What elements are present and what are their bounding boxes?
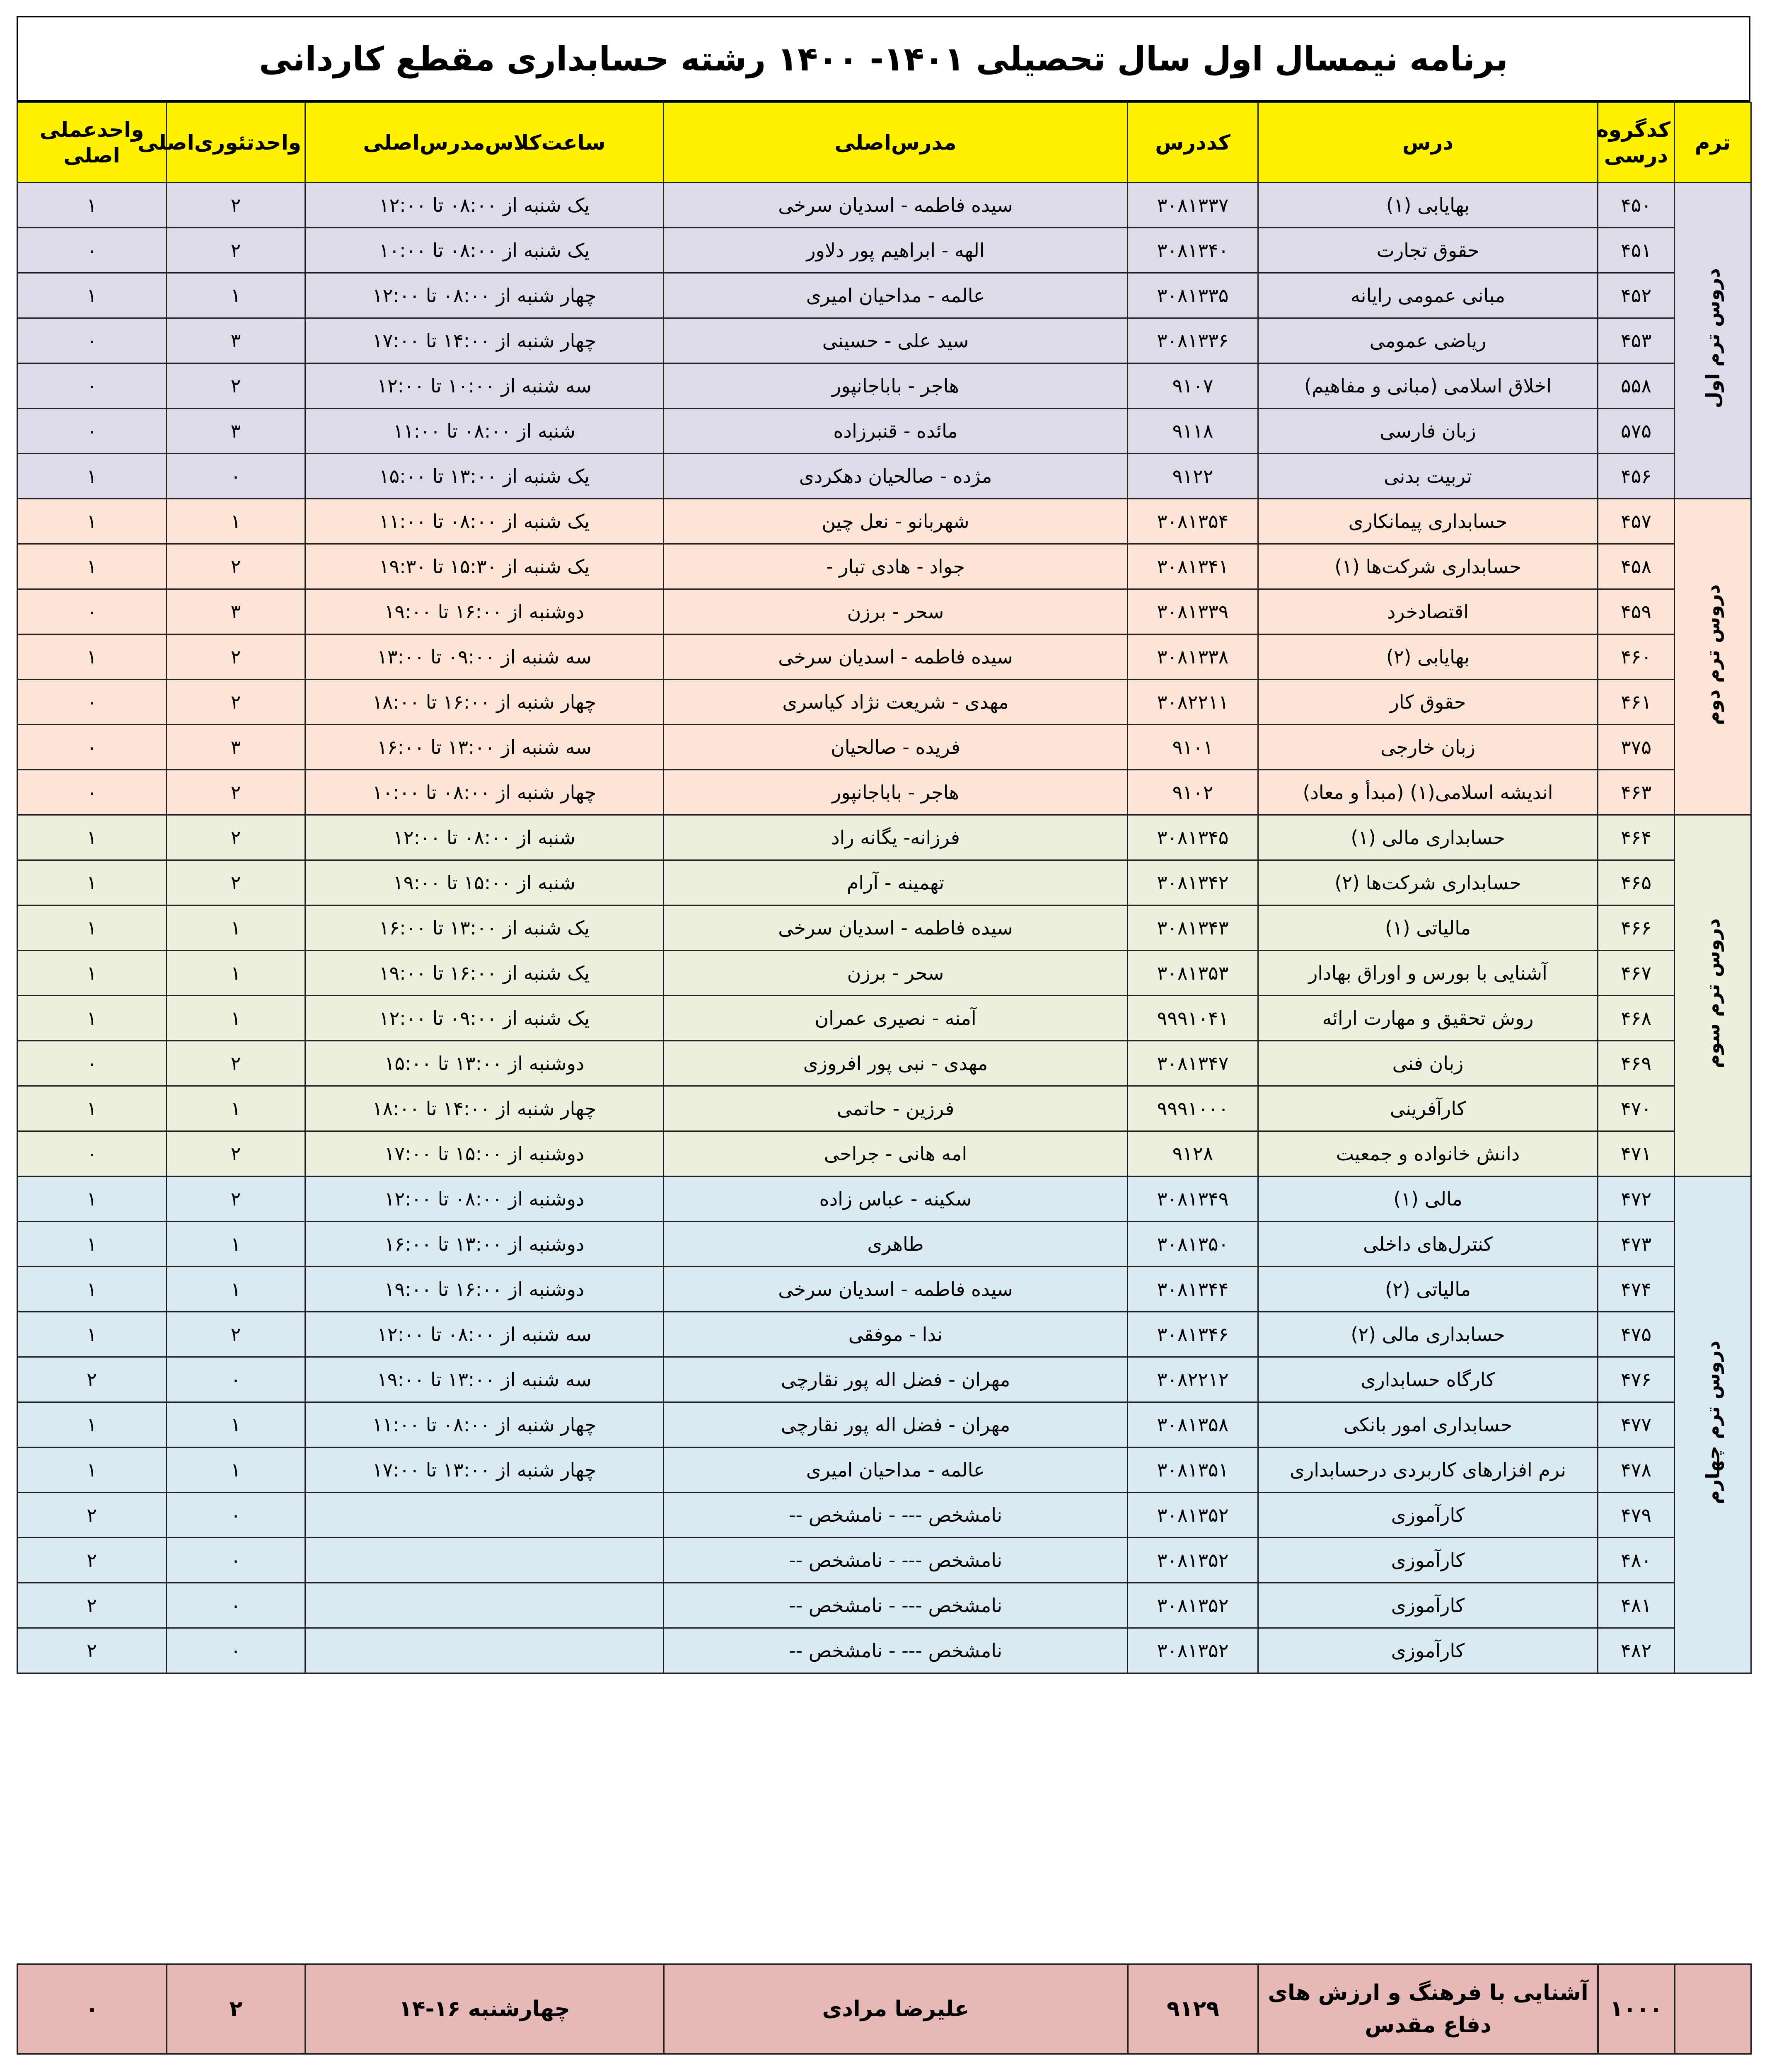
cell-theory: ۲ [167,363,305,409]
cell-teacher: الهه - ابراهیم پور دلاور [664,228,1128,273]
cell-course: اقتصادخرد [1258,589,1598,634]
cell-practical: ۱ [17,1086,167,1131]
cell-code: ۳۰۸۱۳۴۶ [1128,1312,1258,1357]
schedule-sheet [17,16,1750,1674]
cell-course: اخلاق اسلامی (مبانی و مفاهیم) [1258,363,1598,409]
table-row [17,770,1751,815]
cell-time: دوشنبه از ۱۶:۰۰ تا ۱۹:۰۰ [305,1267,664,1312]
cell-code: ۳۰۸۱۳۴۵ [1128,815,1258,860]
table-row [17,815,1751,860]
table-row [17,228,1751,273]
table-row [17,680,1751,725]
cell-time: دوشنبه از ۱۳:۰۰ تا ۱۵:۰۰ [305,1041,664,1086]
header-practical: واحدعملی اصلی [17,103,167,183]
cell-code: ۳۰۸۱۳۵۴ [1128,499,1258,544]
table-row [17,1086,1751,1131]
table-row [17,499,1751,544]
cell-group: ۴۵۳ [1598,318,1675,363]
cell-code: ۹۱۰۲ [1128,770,1258,815]
table-row [17,725,1751,770]
table-row [17,1312,1751,1357]
cell-time: دوشنبه از ۰۸:۰۰ تا ۱۲:۰۰ [305,1176,664,1222]
extra-course-row [17,1964,1751,2054]
cell-teacher: جواد - هادی تبار - [664,544,1128,589]
cell-theory: ۰ [167,454,305,499]
cell-theory: ۰ [167,1357,305,1402]
cell-course: بهایابی (۲) [1258,634,1598,680]
cell-practical: ۲ [17,1538,167,1583]
cell-theory: ۲ [167,860,305,905]
cell-group: ۴۷۲ [1598,1176,1675,1222]
cell-teacher: سیده فاطمه - اسدیان سرخی [664,183,1128,228]
cell-teacher: مائده - قنبرزاده [664,409,1128,454]
cell-time [305,1493,664,1538]
cell-practical: ۲ [17,1493,167,1538]
cell-time: چهار شنبه از ۱۳:۰۰ تا ۱۷:۰۰ [305,1447,664,1493]
cell-practical: ۱ [17,860,167,905]
cell-theory: ۱ [167,951,305,996]
cell-code: ۳۰۸۱۳۵۲ [1128,1493,1258,1538]
table-row [17,363,1751,409]
cell-teacher: نامشخص --- - نامشخص -- [664,1583,1128,1628]
cell-teacher: سید علی - حسینی [664,318,1128,363]
cell-theory: ۲ [167,770,305,815]
cell-code: ۳۰۸۲۲۱۲ [1128,1357,1258,1402]
cell-group: ۴۵۹ [1598,589,1675,634]
cell-theory: ۲ [167,183,305,228]
cell-course: بهایابی (۱) [1258,183,1598,228]
cell-theory: ۱ [167,996,305,1041]
table-row [17,1538,1751,1583]
cell-code: ۹۱۱۸ [1128,409,1258,454]
cell-practical: ۱ [17,1222,167,1267]
table-row [17,1493,1751,1538]
cell-course: کارآموزی [1258,1583,1598,1628]
cell-teacher: شهربانو - نعل چین [664,499,1128,544]
cell-teacher: مهران - فضل اله پور نقارچی [664,1357,1128,1402]
cell-time [305,1583,664,1628]
cell-group: ۴۵۱ [1598,228,1675,273]
table-row [17,318,1751,363]
cell-teacher: سیده فاطمه - اسدیان سرخی [664,634,1128,680]
cell-practical: ۱ [17,1312,167,1357]
cell-time: یک شنبه از ۰۸:۰۰ تا ۱۲:۰۰ [305,183,664,228]
table-row [17,634,1751,680]
cell-group: ۴۵۰ [1598,183,1675,228]
table-row [17,905,1751,951]
cell-course: کارآموزی [1258,1628,1598,1673]
cell-code: ۹۱۲۲ [1128,454,1258,499]
cell-time: سه شنبه از ۰۸:۰۰ تا ۱۲:۰۰ [305,1312,664,1357]
cell-code: ۹۱۰۱ [1128,725,1258,770]
cell-course: حسابداری مالی (۲) [1258,1312,1598,1357]
term-label: دروس ترم دوم [1702,584,1724,725]
cell-group: ۳۷۵ [1598,725,1675,770]
cell-time: سه شنبه از ۱۳:۰۰ تا ۱۹:۰۰ [305,1357,664,1402]
header-teacher: مدرس‌اصلی [664,103,1128,183]
schedule-table [17,102,1752,1674]
cell-theory: ۰ [167,1583,305,1628]
cell-code: ۳۰۸۱۳۴۱ [1128,544,1258,589]
cell-teacher: هاجر - باباجانپور [664,770,1128,815]
table-row [17,1041,1751,1086]
cell-theory: ۲ [167,815,305,860]
term-label: دروس ترم چهارم [1702,1341,1724,1504]
cell-group: ۴۶۳ [1598,770,1675,815]
table-row [17,1402,1751,1447]
term-label-cell [1675,183,1751,499]
cell-group: ۴۵۲ [1598,273,1675,318]
cell-group: ۴۶۰ [1598,634,1675,680]
cell-code: ۹۹۹۱۰۴۱ [1128,996,1258,1041]
term-label: دروس ترم سوم [1702,918,1724,1068]
extra-blank-cell [1675,1964,1751,2054]
cell-practical: ۱ [17,815,167,860]
cell-theory: ۲ [167,680,305,725]
table-row [17,1267,1751,1312]
cell-course: مالی (۱) [1258,1176,1598,1222]
header-group: کدگروه درسی [1598,103,1675,183]
cell-course: اندیشه اسلامی(۱) (مبدأ و معاد) [1258,770,1598,815]
cell-theory: ۱ [167,1267,305,1312]
extra-course-table [17,1963,1752,2055]
cell-group: ۴۵۶ [1598,454,1675,499]
header-theory: واحدتئوری‌اصلی [167,103,305,183]
cell-theory: ۱ [167,499,305,544]
cell-time: چهار شنبه از ۱۶:۰۰ تا ۱۸:۰۰ [305,680,664,725]
cell-code: ۹۱۰۷ [1128,363,1258,409]
table-row [17,1628,1751,1673]
cell-group: ۴۶۹ [1598,1041,1675,1086]
cell-group: ۴۷۵ [1598,1312,1675,1357]
cell-teacher: مهران - فضل اله پور نقارچی [664,1402,1128,1447]
cell-teacher: نامشخص --- - نامشخص -- [664,1493,1128,1538]
cell-course: آشنایی با بورس و اوراق بهادار [1258,951,1598,996]
cell-teacher: امه هانی - جراحی [664,1131,1128,1176]
cell-group: ۴۷۷ [1598,1402,1675,1447]
cell-course: کارآفرینی [1258,1086,1598,1131]
cell-theory: ۰ [167,1538,305,1583]
cell-practical: ۲ [17,1628,167,1673]
cell-teacher: تهمینه - آرام [664,860,1128,905]
cell-course: زبان فارسی [1258,409,1598,454]
term-label-cell [1675,499,1751,815]
cell-time: دوشنبه از ۱۳:۰۰ تا ۱۶:۰۰ [305,1222,664,1267]
cell-teacher: نامشخص --- - نامشخص -- [664,1538,1128,1583]
cell-code: ۳۰۸۱۳۳۶ [1128,318,1258,363]
cell-practical: ۱ [17,1176,167,1222]
cell-course: حسابداری امور بانکی [1258,1402,1598,1447]
cell-practical: ۱ [17,544,167,589]
cell-practical: ۱ [17,183,167,228]
cell-time: چهار شنبه از ۰۸:۰۰ تا ۱۲:۰۰ [305,273,664,318]
cell-practical: ۱ [17,996,167,1041]
cell-group: ۴۶۵ [1598,860,1675,905]
cell-teacher: سیده فاطمه - اسدیان سرخی [664,1267,1128,1312]
cell-theory: ۱ [167,1447,305,1493]
cell-theory: ۱ [167,1402,305,1447]
cell-teacher: آمنه - نصیری عمران [664,996,1128,1041]
cell-teacher: مهدی - شریعت نژاد کیاسری [664,680,1128,725]
cell-practical: ۲ [17,1357,167,1402]
cell-group: ۵۷۵ [1598,409,1675,454]
cell-group: ۵۵۸ [1598,363,1675,409]
cell-theory: ۲ [167,544,305,589]
cell-teacher: عالمه - مداحیان امیری [664,1447,1128,1493]
cell-course: زبان خارجی [1258,725,1598,770]
cell-time: چهار شنبه از ۱۴:۰۰ تا ۱۸:۰۰ [305,1086,664,1131]
cell-time: سه شنبه از ۰۹:۰۰ تا ۱۳:۰۰ [305,634,664,680]
cell-time: چهار شنبه از ۰۸:۰۰ تا ۱۱:۰۰ [305,1402,664,1447]
cell-practical: ۰ [17,228,167,273]
cell-teacher: سحر - برزن [664,589,1128,634]
extra-practical: ۰ [17,1964,167,2054]
cell-group: ۴۶۶ [1598,905,1675,951]
cell-course: کارآموزی [1258,1538,1598,1583]
schedule-body [17,183,1751,1673]
cell-code: ۳۰۸۱۳۴۳ [1128,905,1258,951]
term-label-cell [1675,815,1751,1176]
table-row [17,589,1751,634]
cell-theory: ۱ [167,1086,305,1131]
cell-code: ۳۰۸۱۳۴۲ [1128,860,1258,905]
cell-teacher: سکینه - عباس زاده [664,1176,1128,1222]
table-row [17,1357,1751,1402]
cell-time: دوشنبه از ۱۶:۰۰ تا ۱۹:۰۰ [305,589,664,634]
cell-code: ۳۰۸۱۳۵۲ [1128,1583,1258,1628]
cell-code: ۹۹۹۱۰۰۰ [1128,1086,1258,1131]
cell-theory: ۲ [167,1312,305,1357]
cell-practical: ۱ [17,1447,167,1493]
cell-teacher: نامشخص --- - نامشخص -- [664,1628,1128,1673]
table-row [17,544,1751,589]
header-code: کددرس [1128,103,1258,183]
cell-theory: ۳ [167,725,305,770]
cell-practical: ۰ [17,589,167,634]
cell-time [305,1538,664,1583]
header-term: ترم [1675,103,1751,183]
cell-code: ۳۰۸۱۳۴۹ [1128,1176,1258,1222]
cell-time: چهار شنبه از ۱۴:۰۰ تا ۱۷:۰۰ [305,318,664,363]
cell-time [305,1628,664,1673]
cell-group: ۴۷۶ [1598,1357,1675,1402]
table-row [17,454,1751,499]
cell-course: نرم افزارهای کاربردی درحسابداری [1258,1447,1598,1493]
cell-practical: ۰ [17,1041,167,1086]
cell-course: روش تحقیق و مهارت ارائه [1258,996,1598,1041]
cell-group: ۴۷۹ [1598,1493,1675,1538]
cell-practical: ۱ [17,454,167,499]
cell-time: دوشنبه از ۱۵:۰۰ تا ۱۷:۰۰ [305,1131,664,1176]
cell-course: حقوق کار [1258,680,1598,725]
cell-group: ۴۷۴ [1598,1267,1675,1312]
cell-teacher: فریده - صالحیان [664,725,1128,770]
cell-practical: ۰ [17,318,167,363]
page-title: برنامه نیمسال اول سال تحصیلی ۱۴۰۱- ۱۴۰۰ رشته حسابداری مقطع کاردانی [17,16,1750,102]
cell-theory: ۰ [167,1493,305,1538]
cell-code: ۳۰۸۱۳۵۲ [1128,1538,1258,1583]
extra-code: ۹۱۲۹ [1128,1964,1258,2054]
extra-course: آشنایی با فرهنگ و ارزش های دفاع مقدس [1258,1964,1598,2054]
cell-practical: ۰ [17,363,167,409]
cell-code: ۳۰۸۱۳۳۸ [1128,634,1258,680]
extra-teacher: علیرضا مرادی [664,1964,1128,2054]
cell-theory: ۱ [167,905,305,951]
cell-teacher: مهدی - نبی پور افروزی [664,1041,1128,1086]
cell-code: ۳۰۸۱۳۵۰ [1128,1222,1258,1267]
cell-teacher: فرزانه- یگانه راد [664,815,1128,860]
cell-time: یک شنبه از ۱۳:۰۰ تا ۱۵:۰۰ [305,454,664,499]
cell-teacher: فرزین - حاتمی [664,1086,1128,1131]
cell-teacher: سیده فاطمه - اسدیان سرخی [664,905,1128,951]
cell-code: ۳۰۸۱۳۵۸ [1128,1402,1258,1447]
cell-group: ۴۷۰ [1598,1086,1675,1131]
table-row [17,409,1751,454]
cell-theory: ۱ [167,1222,305,1267]
cell-practical: ۰ [17,725,167,770]
cell-theory: ۲ [167,634,305,680]
cell-group: ۴۸۲ [1598,1628,1675,1673]
cell-teacher: هاجر - باباجانپور [664,363,1128,409]
cell-course: مبانی عمومی رایانه [1258,273,1598,318]
cell-group: ۴۶۸ [1598,996,1675,1041]
cell-course: حسابداری پیمانکاری [1258,499,1598,544]
cell-code: ۳۰۸۱۳۴۷ [1128,1041,1258,1086]
table-row [17,996,1751,1041]
cell-code: ۳۰۸۱۳۵۲ [1128,1628,1258,1673]
cell-course: زبان فنی [1258,1041,1598,1086]
table-row [17,1583,1751,1628]
cell-practical: ۱ [17,634,167,680]
cell-practical: ۰ [17,680,167,725]
cell-time: یک شنبه از ۱۳:۰۰ تا ۱۶:۰۰ [305,905,664,951]
cell-course: مالیاتی (۲) [1258,1267,1598,1312]
cell-group: ۴۷۸ [1598,1447,1675,1493]
table-row [17,273,1751,318]
cell-practical: ۱ [17,951,167,996]
header-course: درس [1258,103,1598,183]
cell-code: ۳۰۸۱۳۳۷ [1128,183,1258,228]
cell-code: ۹۱۲۸ [1128,1131,1258,1176]
cell-time: چهار شنبه از ۰۸:۰۰ تا ۱۰:۰۰ [305,770,664,815]
cell-group: ۴۶۷ [1598,951,1675,996]
cell-group: ۴۵۸ [1598,544,1675,589]
cell-group: ۴۶۴ [1598,815,1675,860]
cell-practical: ۰ [17,770,167,815]
term-label: دروس ترم اول [1702,268,1724,409]
cell-course: کارآموزی [1258,1493,1598,1538]
cell-practical: ۱ [17,1267,167,1312]
cell-course: حسابداری مالی (۱) [1258,815,1598,860]
cell-practical: ۱ [17,273,167,318]
cell-group: ۴۸۱ [1598,1583,1675,1628]
cell-group: ۴۷۱ [1598,1131,1675,1176]
cell-course: دانش خانواده و جمعیت [1258,1131,1598,1176]
table-row [17,183,1751,228]
cell-course: ریاضی عمومی [1258,318,1598,363]
cell-time: یک شنبه از ۰۸:۰۰ تا ۱۱:۰۰ [305,499,664,544]
cell-code: ۳۰۸۱۳۴۴ [1128,1267,1258,1312]
cell-course: مالیاتی (۱) [1258,905,1598,951]
cell-time: سه شنبه از ۱۰:۰۰ تا ۱۲:۰۰ [305,363,664,409]
cell-course: کنترل‌های داخلی [1258,1222,1598,1267]
cell-time: شنبه از ۰۸:۰۰ تا ۱۲:۰۰ [305,815,664,860]
cell-time: یک شنبه از ۰۹:۰۰ تا ۱۲:۰۰ [305,996,664,1041]
cell-theory: ۱ [167,273,305,318]
header-time: ساعت‌کلاس‌مدرس‌اصلی [305,103,664,183]
cell-teacher: سحر - برزن [664,951,1128,996]
cell-group: ۴۶۱ [1598,680,1675,725]
table-row [17,951,1751,996]
cell-code: ۳۰۸۱۳۵۳ [1128,951,1258,996]
cell-theory: ۰ [167,1628,305,1673]
cell-theory: ۳ [167,589,305,634]
extra-theory: ۲ [167,1964,305,2054]
cell-course: حقوق تجارت [1258,228,1598,273]
cell-time: یک شنبه از ۱۵:۳۰ تا ۱۹:۳۰ [305,544,664,589]
table-row [17,1447,1751,1493]
cell-practical: ۱ [17,1402,167,1447]
table-row [17,1176,1751,1222]
cell-practical: ۲ [17,1583,167,1628]
cell-time: شنبه از ۰۸:۰۰ تا ۱۱:۰۰ [305,409,664,454]
table-row [17,860,1751,905]
cell-code: ۳۰۸۱۳۴۰ [1128,228,1258,273]
header-row [17,103,1751,183]
cell-theory: ۲ [167,228,305,273]
cell-theory: ۲ [167,1041,305,1086]
cell-teacher: طاهری [664,1222,1128,1267]
cell-time: سه شنبه از ۱۳:۰۰ تا ۱۶:۰۰ [305,725,664,770]
table-row [17,1222,1751,1267]
cell-code: ۳۰۸۱۳۵۱ [1128,1447,1258,1493]
cell-course: کارگاه حسابداری [1258,1357,1598,1402]
cell-time: یک شنبه از ۱۶:۰۰ تا ۱۹:۰۰ [305,951,664,996]
cell-practical: ۱ [17,905,167,951]
extra-time: چهارشنبه ۱۶-۱۴ [305,1964,664,2054]
cell-group: ۴۵۷ [1598,499,1675,544]
cell-theory: ۲ [167,1176,305,1222]
cell-code: ۳۰۸۲۲۱۱ [1128,680,1258,725]
cell-practical: ۰ [17,409,167,454]
cell-group: ۴۷۳ [1598,1222,1675,1267]
cell-course: حسابداری شرکت‌ها (۱) [1258,544,1598,589]
cell-practical: ۰ [17,1131,167,1176]
cell-theory: ۲ [167,1131,305,1176]
term-label-cell [1675,1176,1751,1673]
cell-code: ۳۰۸۱۳۳۵ [1128,273,1258,318]
cell-time: یک شنبه از ۰۸:۰۰ تا ۱۰:۰۰ [305,228,664,273]
extra-group: ۱۰۰۰ [1598,1964,1675,2054]
cell-course: تربیت بدنی [1258,454,1598,499]
cell-practical: ۱ [17,499,167,544]
cell-time: شنبه از ۱۵:۰۰ تا ۱۹:۰۰ [305,860,664,905]
cell-theory: ۳ [167,318,305,363]
cell-teacher: مژده - صالحیان دهکردی [664,454,1128,499]
cell-group: ۴۸۰ [1598,1538,1675,1583]
cell-teacher: ندا - موفقی [664,1312,1128,1357]
cell-course: حسابداری شرکت‌ها (۲) [1258,860,1598,905]
cell-code: ۳۰۸۱۳۳۹ [1128,589,1258,634]
cell-teacher: عالمه - مداحیان امیری [664,273,1128,318]
table-row [17,1131,1751,1176]
cell-theory: ۳ [167,409,305,454]
